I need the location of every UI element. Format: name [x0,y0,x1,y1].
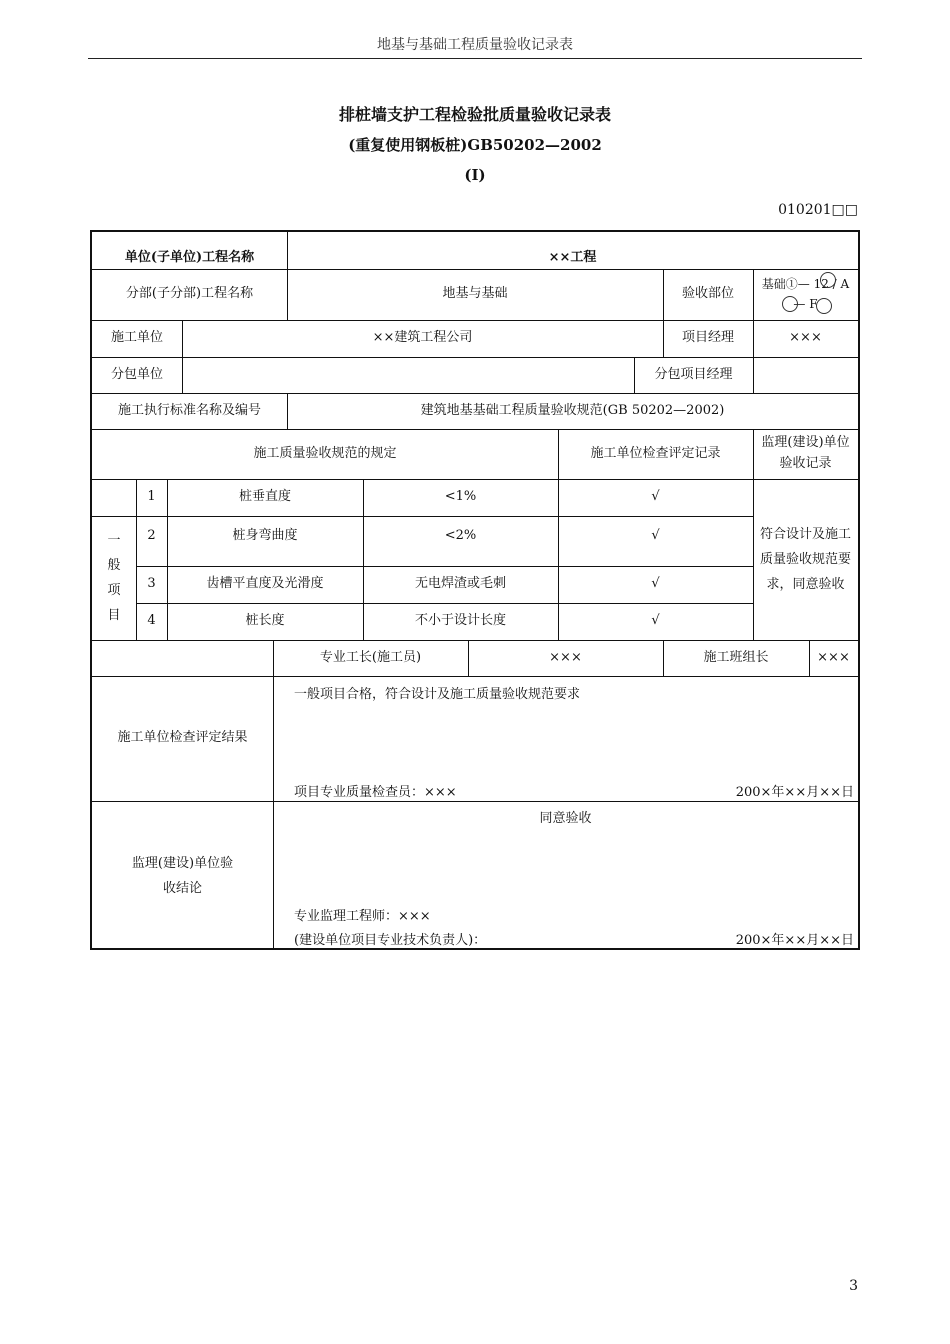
form-title: 排桩墙支护工程检验批质量验收记录表 [338,105,611,124]
contractor-result-text: 一般项目合格，符合设计及施工质量验收规范要求 [294,686,581,702]
sub-project-value: 地基与基础 [442,286,508,302]
page-number: 3 [849,1278,858,1294]
item-spec: <2% [444,527,477,543]
item-name: 桩身弯曲度 [232,527,298,543]
acceptance-part-value: 基础①— 12 / A — F [761,277,850,311]
subcontractor-label: 分包单位 [110,366,163,382]
conclusion-date: 200×年××月××日 [735,932,854,948]
axis-circle-icon [816,298,832,314]
sub-project-label: 分部(子分部)工程名称 [125,286,254,302]
spec-header: 施工质量验收规范的规定 [253,445,397,461]
acceptance-part-label: 验收部位 [681,286,734,302]
sub-project-manager-label: 分包项目经理 [654,366,733,382]
inspection-date: 200×年××月××日 [735,784,854,800]
form-roman-numeral: (I) [464,166,486,184]
foreman-label: 专业工长(施工员) [319,649,422,665]
team-leader-label: 施工班组长 [703,649,769,665]
team-leader-value: ××× [817,649,850,665]
contractor-value: ××建筑工程公司 [372,330,473,346]
header-rule [88,58,862,59]
supervisor-conclusion-text: 同意验收 [539,810,592,826]
project-manager-value: ××× [789,330,822,346]
item-name: 齿槽平直度及光滑度 [206,576,324,592]
item-spec: <1% [444,489,477,505]
item-check-mark: √ [651,613,660,629]
form-code: 010201□□ [778,202,858,218]
item-number: 1 [147,489,156,505]
project-manager-label: 项目经理 [681,330,734,346]
col-line [273,640,274,950]
general-items-label: 一般项目 [107,533,121,623]
standard-value: 建筑地基基础工程质量验收规范(GB 50202—2002) [420,402,725,418]
contractor-result-label: 施工单位检查评定结果 [117,730,248,746]
supervising-engineer: 专业监理工程师：××× [294,908,431,924]
contractor-label: 施工单位 [110,330,163,346]
item-spec: 不小于设计长度 [414,613,506,629]
item-number: 3 [147,576,156,592]
unit-project-value: ××工程 [548,250,597,266]
item-spec: 无电焊渣或毛刺 [414,576,506,592]
running-header: 地基与基础工程质量验收记录表 [377,37,573,53]
form-subtitle: (重复使用钢板桩)GB50202—2002 [348,136,602,154]
axis-circle-icon [782,296,798,312]
standard-label: 施工执行标准名称及编号 [117,402,261,418]
item-name: 桩长度 [245,613,285,629]
axis-circle-icon [820,272,836,288]
qc-inspector: 项目专业质量检查员：××× [294,784,457,800]
supervisor-record: 符合设计及施工质量验收规范要求，同意验收 [759,527,851,592]
acceptance-form-table [90,230,860,950]
check-header: 施工单位检查评定记录 [590,445,721,461]
foreman-value: ××× [549,649,582,665]
item-number: 4 [147,613,156,629]
supervisor-header: 监理(建设)单位验收记录 [761,435,850,471]
supervisor-conclusion-label: 监理(建设)单位验收结论 [131,855,234,896]
item-name: 桩垂直度 [238,489,291,505]
unit-project-label: 单位(子单位)工程名称 [124,250,255,266]
item-check-mark: √ [651,527,660,543]
owner-representative: (建设单位项目专业技术负责人)： [294,932,487,948]
item-check-mark: √ [651,489,660,505]
item-number: 2 [147,527,156,543]
item-check-mark: √ [651,576,660,592]
